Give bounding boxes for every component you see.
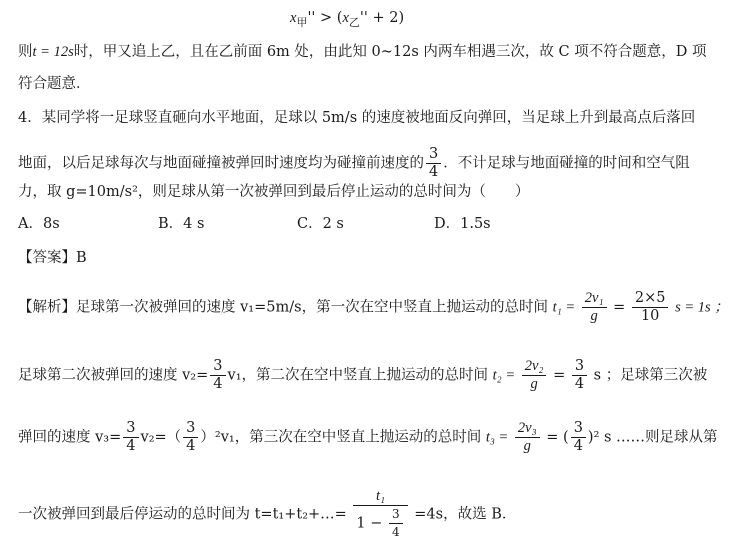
fraction-three-quarters: $\frac{3}{4}$: [426, 146, 441, 181]
option-d: D．1.5s: [434, 216, 491, 232]
answer-line: 【答案】B: [18, 250, 87, 266]
analysis-line1: 【解析】足球第一次被弹回的速度 v₁=5m/s，第一次在空中竖直上抛运动的总时间 t₁ = $\frac{\text{2v₁}}{g}$ = $\frac{2\times 5}{10}$ s = 1s ；: [18, 290, 729, 324]
option-a: A．8s: [18, 216, 60, 232]
para1-line1: 则t = 12s时，甲又追上乙，且在乙前面 6m 处，由此知 0~12s 内两车相遇三次，故 C 项不符合题意，D 项: [18, 44, 707, 60]
analysis-line4: 一次被弹回到最后停运动的总时间为 t=t₁+t₂+…= t₁ 1 − $\frac{3}{4}$ =4s，故选 B．: [18, 488, 517, 539]
question4-line1: 4．某同学将一足球竖直砸向水平地面，足球以 5m/s 的速度被地面反向弹回，当足球上升到最高点后落回: [18, 110, 696, 126]
question4-line2: 地面，以后足球每次与地面碰撞被弹回时速度均为碰撞前速度的 $\frac{3}{4}$ ．不计足球与地面碰撞的时间和空气阻: [18, 146, 690, 180]
top-formula: $x_甲'' > (x_乙'' + 2)$: [290, 10, 405, 29]
question4-line3: 力，取 g=10m/s²，则足球从第一次被弹回到最后停止运动的总时间为（ ）: [18, 184, 530, 200]
option-c: C．2 s: [297, 216, 344, 232]
analysis-line3: 弹回的速度 v₃= $\frac{3}{4}$ v₂=（ $\frac{3}{4}$ ）²v₁，第三次在空中竖直上抛运动的总时间 t₃ = $\frac{\text{2v₃}}{g}$ = ( $\frac{3}{4}$ )² s ……则足球从第: [18, 420, 718, 454]
analysis-line2: 足球第二次被弹回的速度 v₂= $\frac{3}{4}$ v₁，第二次在空中竖直上抛运动的总时间 t₂ = $\frac{\text{2v₂}}{g}$ = $\frac{3}{4}$ s ；足球第三次被: [18, 358, 708, 392]
option-b: B．4 s: [158, 216, 205, 232]
para1-line2: 符合题意．: [18, 76, 91, 92]
